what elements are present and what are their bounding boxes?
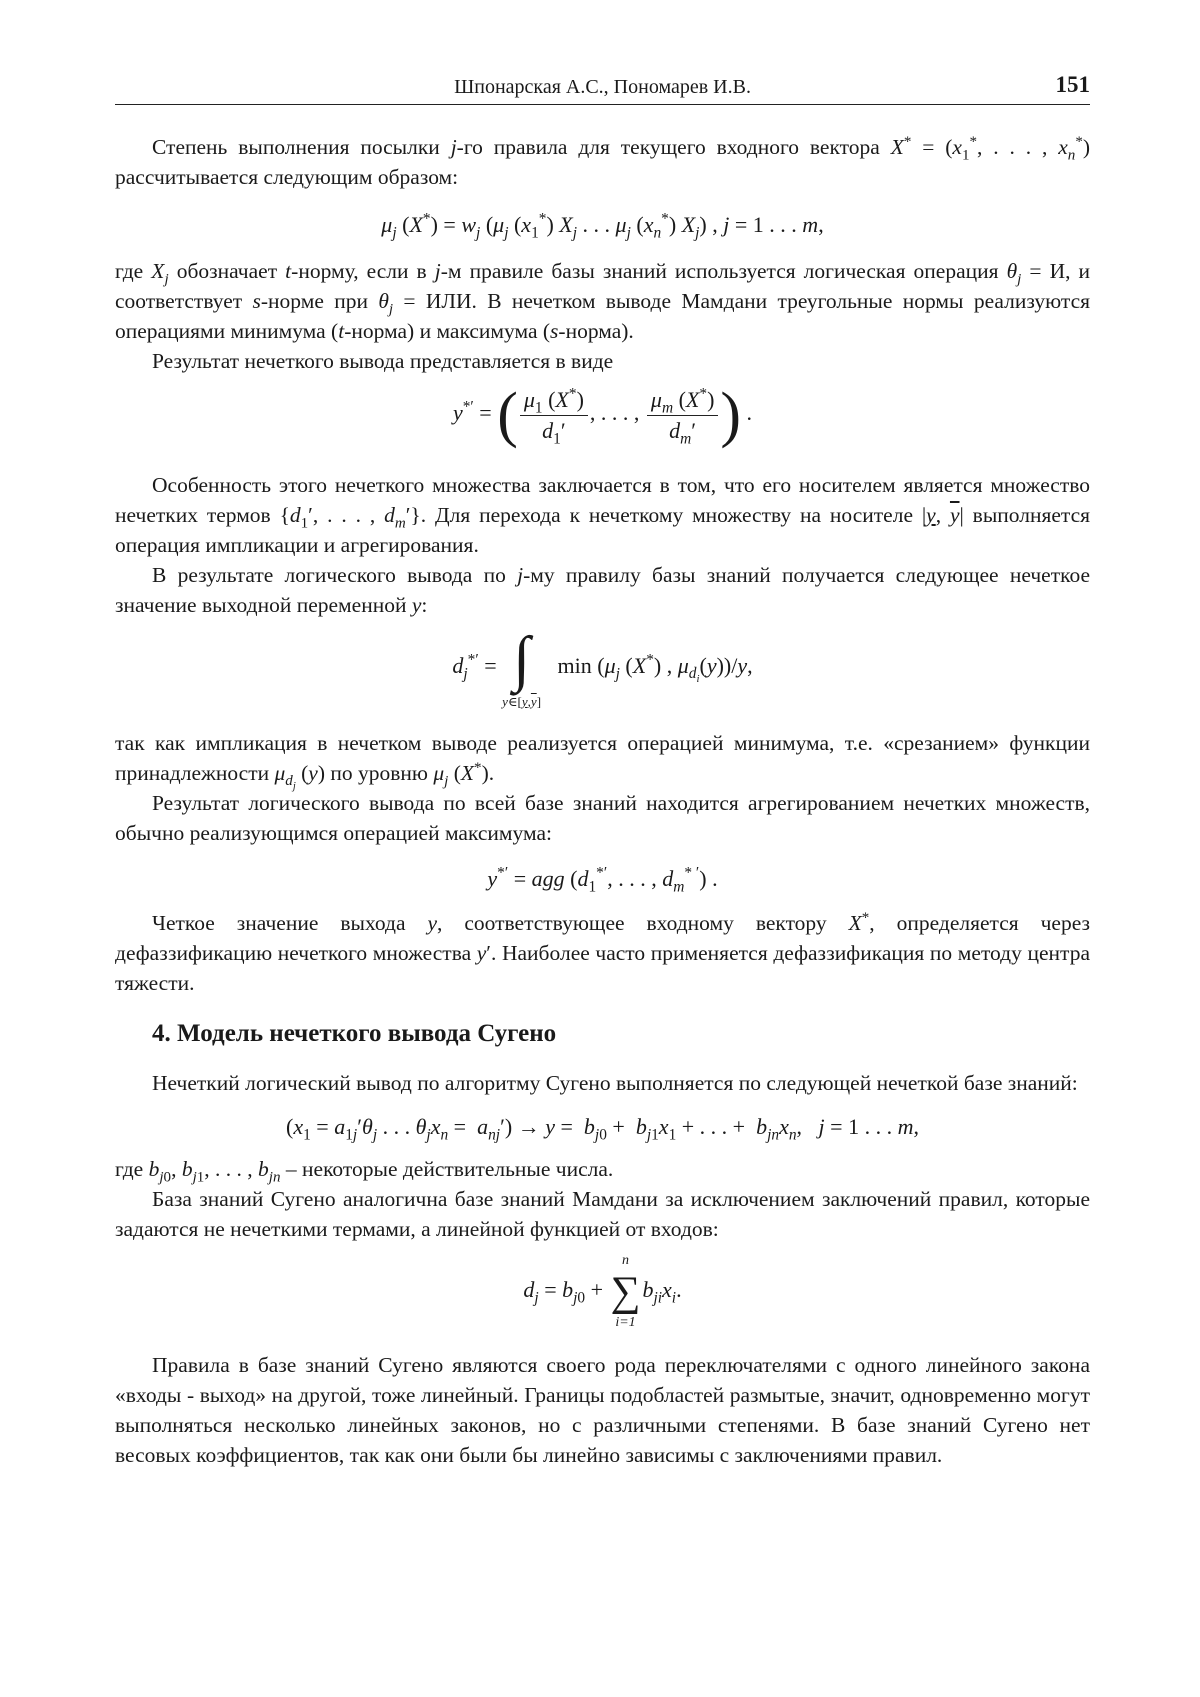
running-header — [115, 70, 1090, 105]
equation-aggregation: y*′ = agg (d1*′, . . . , dm* ′) . — [115, 866, 1090, 892]
paragraph-sugeno-switch: Правила в базе знаний Сугено являются своего рода переключателями с одного линейного закона «входы - выход» на другой, тоже линейный. Границы подобластей размытые, значит, одновременно могут выполняться несколько линейных законов, но с различными степенями. В базе знаний Сугено нет весовых коэффициентов, так как они были бы линейно зависимы с заключениями правил. — [115, 1350, 1090, 1470]
paragraph-norms: где Xj обозначает t-норму, если в j-м правиле базы знаний используется логическая операция θj = И, и соответствует s-норме при θj = ИЛИ. В нечетком выводе Мамдани треугольные нормы реализуются операциями минимума (t-норма) и максимума (s-норма). — [115, 256, 1090, 346]
paragraph-implication: так как импликация в нечетком выводе реализуется операцией минимума, т.е. «срезанием» функции принадлежности μdj (y) по уровню μj (X*). — [115, 728, 1090, 788]
paragraph-rule-output: В результате логического вывода по j-му правилу базы знаний получается следующее нечеткое значение выходной переменной y: — [115, 560, 1090, 620]
equation-result-vector: y*′ = ( μ1 (X*) d1′ , . . . , μm (X*) dm′ ) . — [115, 384, 1090, 462]
header-authors: Шпонарская А.С., Пономарев И.В. — [115, 76, 1090, 99]
paragraph-coefficients: где bj0, bj1, . . . , bjn – некоторые действительные числа. — [115, 1154, 1090, 1184]
paragraph-result-form: Результат нечеткого вывода представляется в виде — [115, 346, 1090, 376]
paragraph-sugeno-intro: Нечеткий логический вывод по алгоритму Сугено выполняется по следующей нечеткой базе знаний: — [115, 1068, 1090, 1098]
paragraph-sugeno-base: База знаний Сугено аналогична базе знаний Мамдани за исключением заключений правил, которые задаются не нечеткими термами, а линейной функцией от входов: — [115, 1184, 1090, 1244]
equation-premise-degree: μj (X*) = wj (μj (x1*) Xj . . . μj (xn*) Xj) , j = 1 . . . m, — [115, 212, 1090, 238]
paragraph-premise-degree: Степень выполнения посылки j-го правила для текущего входного вектора X* = (x1*, . . . , xn*) рассчитывается следующим образом: — [115, 132, 1090, 192]
equation-integral: dj*′ = ∫ y∈[y,y] min (μj (X*) , μdi(y))/y, — [115, 626, 1090, 722]
page — [115, 70, 1090, 1470]
section-heading: 4. Модель нечеткого вывода Сугено — [115, 1020, 1090, 1048]
paragraph-carrier: Особенность этого нечеткого множества заключается в том, что его носителем является множество нечетких термов {d1′, . . . , dm′}. Для перехода к нечеткому множеству на носителе |y, y| выполняется операция импликации и агрегирования. — [115, 470, 1090, 560]
equation-sugeno-sum: dj = bj0 + n ∑ i=1 bjixi. — [115, 1252, 1090, 1342]
page-number: 151 — [1056, 72, 1091, 98]
equation-sugeno-rule: (x1 = a1j′θj . . . θjxn = anj′) → y = bj0 + bj1x1 + . . . + bjnxn, j = 1 . . . m, — [115, 1114, 1090, 1140]
paragraph-defuzzification: Четкое значение выхода y, соответствующее входному вектору X*, определяется через дефаззификацию нечеткого множества y′. Наиболее часто применяется дефаззификация по методу центра тяжести. — [115, 908, 1090, 998]
paragraph-aggregation: Результат логического вывода по всей базе знаний находится агрегированием нечетких множеств, обычно реализующимся операцией максимума: — [115, 788, 1090, 848]
